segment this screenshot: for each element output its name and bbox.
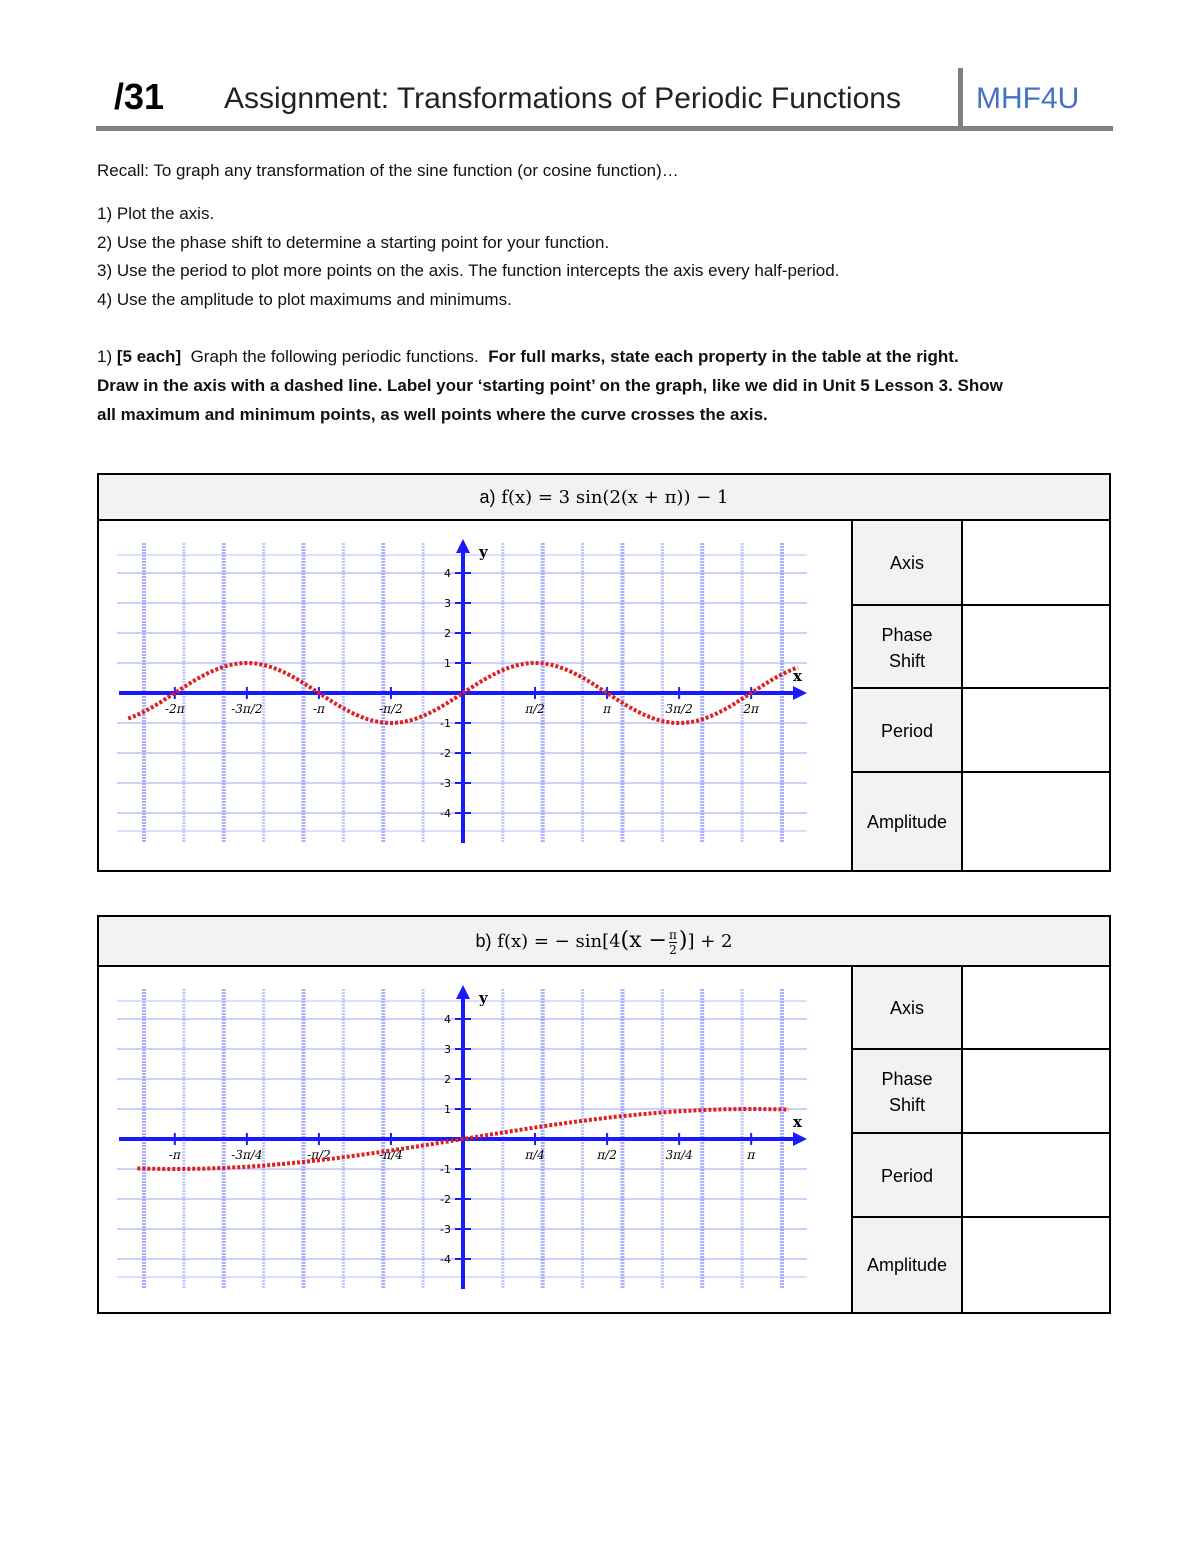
x-tick-label: -π/4 [379,1148,403,1162]
y-tick-label: -1 [440,717,451,730]
period-answer-box[interactable] [963,689,1109,772]
question-instruction: Graph the following periodic functions. [190,347,479,366]
question-marks: [5 each] [116,347,182,366]
question-number: 1) [97,347,113,366]
y-axis-label: y [479,543,488,561]
x-tick-label: π/4 [525,1148,545,1162]
problem-b-header [99,917,1109,967]
axis-answer-box[interactable] [963,521,1109,605]
property-row-period [851,1134,1109,1218]
recall-step [97,261,839,281]
property-label: Phase Shift [851,606,963,690]
x-axis-arrow [793,1132,807,1146]
x-tick-label: -π/2 [379,702,403,716]
header-rule [96,126,1113,131]
problem-b [97,915,1111,1314]
x-tick-label: -3π/4 [231,1148,263,1162]
property-label: Amplitude [851,1218,963,1312]
problem-formula: f(x) = − sin[4(x − $\frac{\pi}{2}$ )] + 2 [497,927,733,957]
step-number: 2) [97,233,113,252]
x-tick-label: 3π/2 [665,702,693,716]
graph-b[interactable] [99,967,851,1312]
property-label: Amplitude [851,773,963,870]
property-row-period [851,689,1109,772]
x-tick-label: π/2 [525,702,545,716]
y-tick-label: 3 [444,1043,451,1056]
property-table-a [851,521,1109,870]
property-table-b [851,967,1109,1312]
question-bold-1: For full marks, state each property in the table at the right. [488,347,959,366]
x-tick-label: 3π/4 [665,1148,693,1162]
step-number: 3) [97,261,113,280]
y-tick-label: 2 [444,627,451,640]
y-axis-arrow [456,985,470,999]
property-label: Period [851,1134,963,1218]
question-line-2: Draw in the axis with a dashed line. Label your ‘starting point’ on the graph, like we did in Unit 5 Lesson 3. Show [97,376,1003,395]
property-label: Axis [851,967,963,1049]
y-tick-label: -4 [440,1253,451,1266]
property-label: Phase Shift [851,1050,963,1134]
y-tick-label: -1 [440,1163,451,1176]
amplitude-answer-box[interactable] [963,1218,1109,1312]
property-label: Period [851,689,963,772]
problem-label: a) [479,487,496,507]
x-tick-label: π [747,1148,756,1162]
property-label: Axis [851,521,963,605]
recall-step [97,204,214,224]
step-number: 1) [97,204,113,223]
phase-shift-answer-box[interactable] [963,1050,1109,1134]
property-row-amplitude [851,1218,1109,1312]
x-tick-label: π [603,702,612,716]
y-tick-label: 1 [444,657,451,670]
y-tick-label: -2 [440,747,451,760]
axis-answer-box[interactable] [963,967,1109,1049]
step-text: Use the phase shift to determine a starting point for your function. [116,233,610,252]
step-text: Use the period to plot more points on the axis. The function intercepts the axis every half-period. [116,261,840,280]
question-line-3: all maximum and minimum points, as well points where the curve crosses the axis. [97,405,768,424]
y-tick-label: -3 [440,777,451,790]
amplitude-answer-box[interactable] [963,773,1109,870]
property-row-axis [851,967,1109,1049]
property-row-axis [851,521,1109,605]
recall-step [97,233,609,253]
property-row-phase-shift [851,1050,1109,1134]
x-tick-label: -π [168,1148,181,1162]
problem-label: b) [475,931,492,951]
y-axis-arrow [456,539,470,553]
x-axis-arrow [793,686,807,700]
y-tick-label: -2 [440,1193,451,1206]
graph-a[interactable] [99,521,851,870]
property-row-amplitude [851,773,1109,870]
problem-a-header [99,475,1109,521]
step-number: 4) [97,290,113,309]
header [96,68,1112,128]
x-axis-label: x [793,1113,802,1131]
y-tick-label: 4 [444,567,451,580]
period-answer-box[interactable] [963,1134,1109,1218]
y-tick-label: -3 [440,1223,451,1236]
phase-shift-answer-box[interactable] [963,606,1109,690]
y-axis-label: y [479,989,488,1007]
x-tick-label: -3π/2 [231,702,263,716]
x-tick-label: -π [312,702,325,716]
property-row-phase-shift [851,606,1109,690]
y-tick-label: -4 [440,807,451,820]
header-divider [958,68,963,128]
y-tick-label: 4 [444,1013,451,1026]
recall-intro: Recall: To graph any transformation of the sine function (or cosine function)… [97,161,679,180]
x-tick-label: π/2 [597,1148,617,1162]
y-tick-label: 1 [444,1103,451,1116]
step-text: Plot the axis. [116,204,215,223]
problem-a [97,473,1111,872]
step-text: Use the amplitude to plot maximums and minimums. [116,290,512,309]
x-axis-label: x [793,667,802,685]
x-tick-label: -π/2 [307,1148,331,1162]
y-tick-label: 3 [444,597,451,610]
score: /31 [114,76,165,117]
problem-formula: f(x) = 3 sin(2(x + π)) − 1 [501,487,729,508]
x-tick-label: 2π [743,702,759,716]
page-title: Assignment: Transformations of Periodic Functions [224,82,901,115]
course-code: MHF4U [976,82,1080,115]
x-tick-label: -2π [165,702,185,716]
recall-step [97,290,512,310]
question-line-1 [97,347,959,367]
y-tick-label: 2 [444,1073,451,1086]
